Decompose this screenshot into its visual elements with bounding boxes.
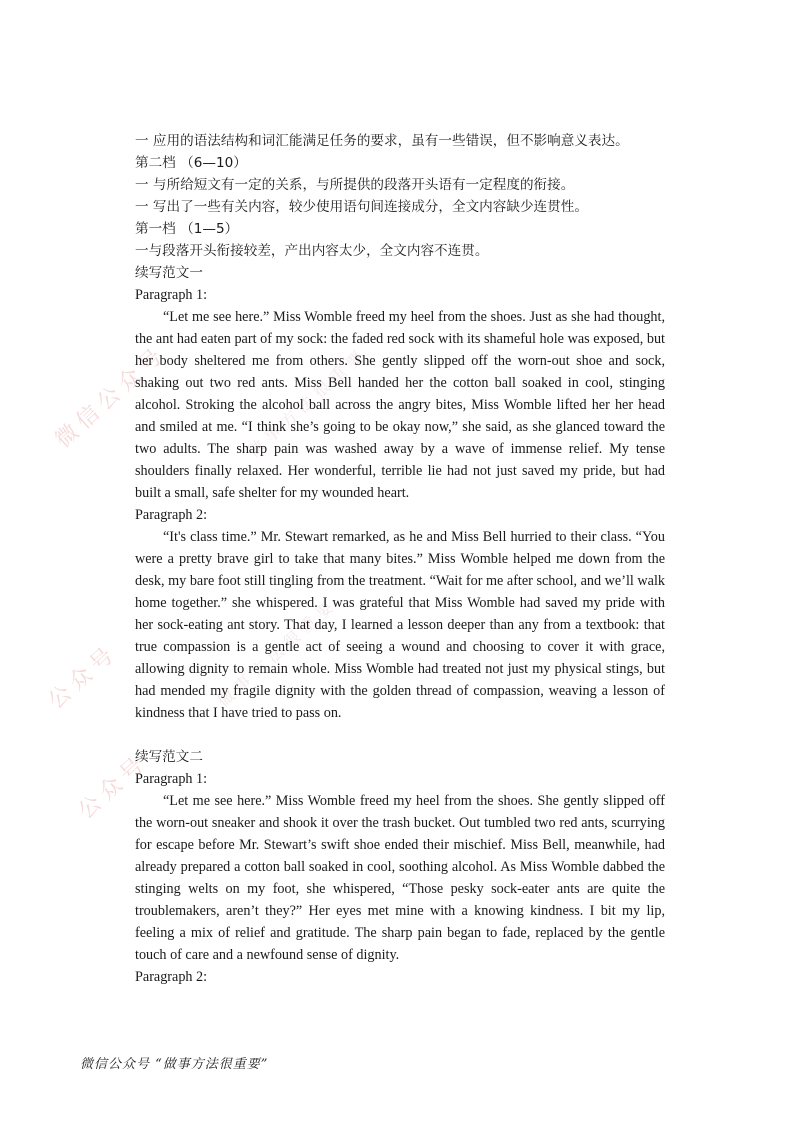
watermark: 做事方法很重要: [244, 343, 372, 461]
sample-essay-2: [135, 746, 665, 988]
rubric-line: 一 应用的语法结构和词汇能满足任务的要求，虽有一些错误，但不影响意义表达。: [135, 133, 629, 149]
document-body: [135, 130, 665, 988]
watermark: 公众号: [43, 639, 123, 715]
rubric-band-heading: 第一档 （1—5）: [135, 221, 239, 237]
paragraph-label: Paragraph 2:: [135, 507, 208, 523]
sample-heading: 续写范文一: [135, 265, 203, 281]
footer-source: 微信公众号 “做事方法很重要”: [80, 1057, 269, 1072]
watermark: 微信公众号: [50, 340, 172, 454]
section-gap: [135, 724, 665, 746]
rubric-section: [135, 130, 665, 262]
essay-paragraph: “It's class time.” Mr. Stewart remarked, as he and Miss Bell hurried to their class. “You were a pretty brave girl to take that many bites.” Miss Womble helped me down from the desk, my bare foot still tingling from the treatment. “Wait for me after school, and we’ll walk home together.” she whispered. I was grateful that Miss Womble had saved my pride with her sock-eating ant story. That day, I learned a lesson deeper than any from a textbook: that true compassion is a gentle act of seeing a wound and choosing to cover it with grace, allowing dignity to remain whole. Miss Womble had treated not just my physical stings, but had mended my fragile dignity with the golden thread of compassion, weaving a lesson of kindness that I have tried to pass on.: [135, 529, 665, 721]
rubric-band-heading: 第二档 （6—10）: [135, 155, 247, 171]
paragraph-label: Paragraph 2:: [135, 969, 208, 985]
sample-heading: 续写范文二: [135, 749, 203, 765]
watermark: 做事方法很重要: [214, 593, 342, 711]
sample-essay-1: [135, 262, 665, 724]
essay-paragraph: “Let me see here.” Miss Womble freed my heel from the shoes. She gently slipped off the worn-out sneaker and shook it over the trash bucket. Out tumbled two red ants, scurrying for escape before Mr. Stewart’s swift shoe ended their mischief. Miss Bell, meanwhile, had already prepared a cotton ball soaked in cool, soothing alcohol. As Miss Womble dabbed the stinging welts on my foot, she whispered, “Those pesky sock-eater ants are quite the troublemakers, aren’t they?” Her eyes met mine with a knowing kindness. I bit my lip, feeling a mix of relief and gratitude. The sharp pain began to fade, replaced by the gentle touch of care and a newfound sense of dignity.: [135, 793, 665, 963]
rubric-line: 一 与所给短文有一定的关系，与所提供的段落开头语有一定程度的衔接。: [135, 177, 575, 193]
paragraph-label: Paragraph 1:: [135, 287, 208, 303]
paragraph-label: Paragraph 1:: [135, 771, 208, 787]
watermark: 公众号: [73, 749, 153, 825]
essay-paragraph: “Let me see here.” Miss Womble freed my heel from the shoes. Just as she had thought, the ant had eaten part of my sock: the faded red sock with its shameful hole was exposed, but her body sheltered me from others. She gently slipped off the worn-out shoe and sock, shaking out two red ants. Miss Bell handed her the cotton ball soaked in cool, stinging alcohol. Stroking the alcohol ball across the angry bites, Miss Womble lifted her her head and smiled at me. “I think she’s going to be okay now,” she said, as she glanced toward the two adults. The sharp pain was washed away by a wave of immense relief. My tense shoulders finally relaxed. Her wonderful, terrible lie had not just saved my pride, but had built a small, safe shelter for my wounded heart.: [135, 309, 665, 501]
rubric-line: 一 写出了一些有关内容，较少使用语句间连接成分，全文内容缺少连贯性。: [135, 199, 588, 215]
rubric-line: 一与段落开头衔接较差，产出内容太少，全文内容不连贯。: [135, 243, 489, 259]
